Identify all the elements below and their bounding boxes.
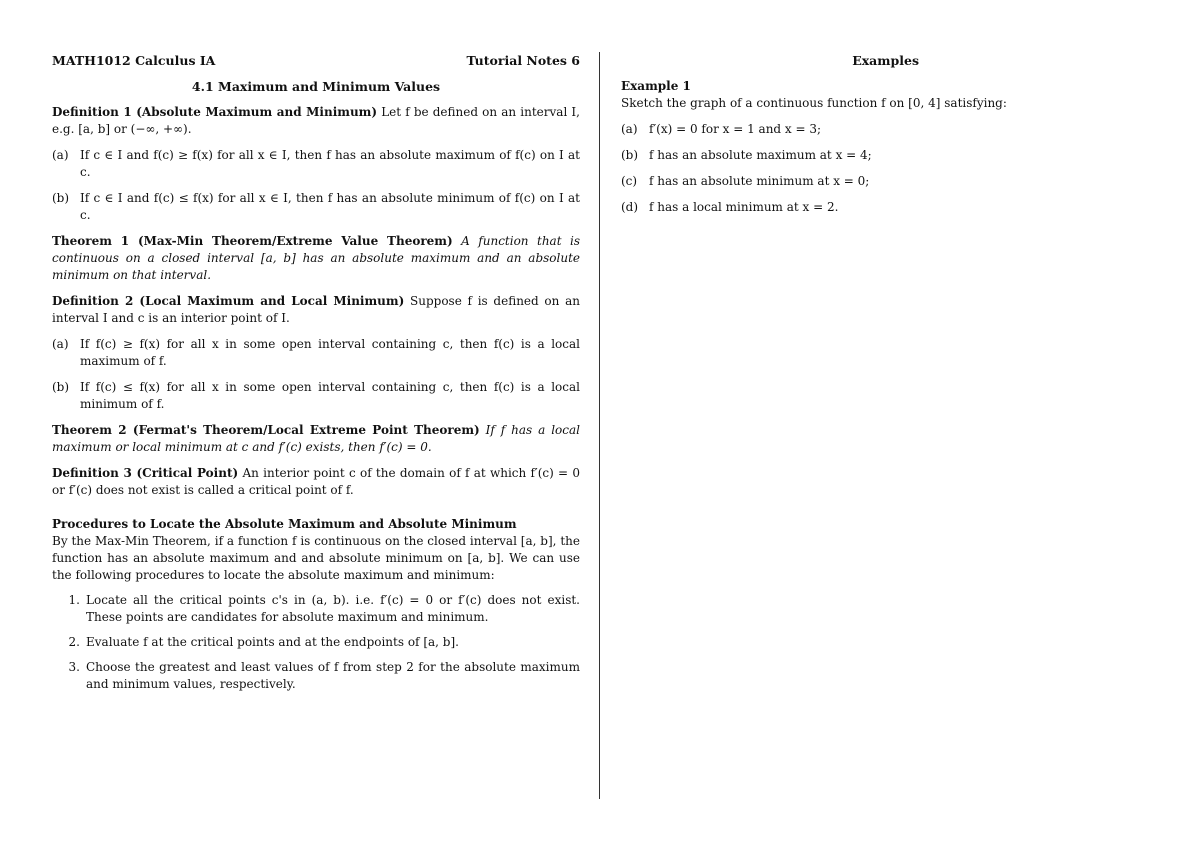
section-title: 4.1 Maximum and Minimum Values [191,79,441,94]
column-divider [599,52,600,799]
item-text: f has an absolute maximum at x = 4; [649,148,872,162]
item-label: (d) [621,200,639,214]
definition-2-intro: Suppose f is defined on an interval I and c is an interior point of I. [52,294,580,325]
right-column [621,52,1007,216]
item-label: (a) [52,337,69,351]
definition-3-title: Definition 3 (Critical Point) [52,466,239,480]
item-label: (c) [621,174,638,188]
item-text: If f(c) ≥ f(x) for all x in some open interval containing c, then f(c) is a local maximum of f. [80,337,580,368]
theorem-2-text: If f has a local maximum or local minimum at c and f′(c) exists, then f′(c) = 0. [52,423,580,454]
definition-1-title: Definition 1 (Absolute Maximum and Minimum) [52,105,378,119]
item-label: (b) [621,148,639,162]
step-label: 1. [68,593,80,607]
item-text: If f(c) ≤ f(x) for all x in some open interval containing c, then f(c) is a local minimum of f. [80,380,580,411]
example-item-c [621,173,919,190]
definition-1-intro: Let f be defined on an interval I, e.g. [a, b] or (−∞, +∞). [52,105,580,136]
definition-2 [52,293,580,327]
item-text: f has an absolute minimum at x = 0; [649,174,870,188]
item-label: (a) [52,148,69,162]
procedure-step-1 [52,592,580,626]
definition-1 [52,104,580,138]
left-column [52,52,580,693]
procedures-title: Procedures to Locate the Absolute Maximum and Absolute Minimum [52,517,517,531]
definition-2-item-a [52,336,580,370]
definition-3 [52,465,580,499]
step-label: 3. [68,660,80,674]
definition-2-title: Definition 2 (Local Maximum and Local Minimum) [52,294,405,308]
example-item-d [621,199,919,216]
item-label: (b) [52,191,70,205]
definition-1-item-b [52,190,580,224]
example-1-intro: Sketch the graph of a continuous function f on [0, 4] satisfying: [621,96,1007,110]
item-text: If c ∈ I and f(c) ≥ f(x) for all x ∈ I, then f has an absolute maximum of f(c) on I at c. [80,148,580,179]
item-text: f′(x) = 0 for x = 1 and x = 3; [649,122,822,136]
procedure-step-2 [52,634,580,651]
item-label: (a) [621,122,638,136]
notes-title: Tutorial Notes 6 [466,53,580,68]
procedure-step-3 [52,659,580,693]
definition-2-item-b [52,379,580,413]
example-item-a [621,121,919,138]
item-text: If c ∈ I and f(c) ≤ f(x) for all x ∈ I, then f has an absolute minimum of f(c) on I at c. [80,191,580,222]
theorem-1-text: A function that is continuous on a closed interval [a, b] has an absolute maximum and an absolute minimum on that interval. [52,234,581,282]
examples-heading: Examples [852,53,919,68]
course-title: MATH1012 Calculus IA [52,53,216,68]
theorem-2-title: Theorem 2 (Fermat's Theorem/Local Extreme Point Theorem) [52,423,480,437]
step-text: Choose the greatest and least values of f from step 2 for the absolute maximum and minimum values, respectively. [86,660,580,691]
page-header [52,52,580,69]
theorem-1-title: Theorem 1 (Max-Min Theorem/Extreme Value Theorem) [52,234,453,248]
example-1-title: Example 1 [621,79,691,93]
item-text: f has a local minimum at x = 2. [649,200,839,214]
item-label: (b) [52,380,70,394]
definition-3-text: An interior point c of the domain of f at which f′(c) = 0 or f′(c) does not exist is called a critical point of f. [52,466,580,497]
example-item-b [621,147,919,164]
definition-1-item-a [52,147,580,181]
theorem-1 [52,233,580,284]
step-text: Evaluate f at the critical points and at the endpoints of [a, b]. [86,635,459,649]
theorem-2 [52,422,580,456]
step-text: Locate all the critical points c's in (a, b). i.e. f′(c) = 0 or f′(c) does not exist. These points are candidates for absolute maximum and minimum. [86,593,580,624]
procedures-intro: By the Max-Min Theorem, if a function f is continuous on the closed interval [a, b], the function has an absolute maximum and and absolute minimum on [a, b]. We can use the following procedures to locate the absolute maximum and minimum: [52,534,580,582]
step-label: 2. [68,635,80,649]
